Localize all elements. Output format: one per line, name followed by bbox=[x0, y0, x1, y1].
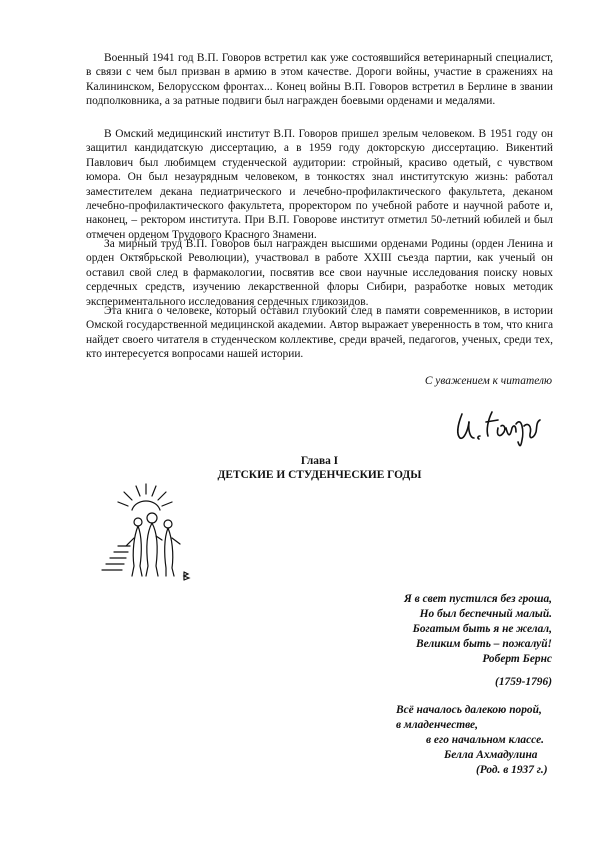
epigraph-author: Роберт Бернс bbox=[482, 653, 552, 665]
epigraph-line: Богатым быть я не желал, bbox=[412, 623, 552, 635]
author-signature bbox=[452, 402, 548, 450]
epigraph-author-dates: (Род. в 1937 г.) bbox=[476, 764, 548, 776]
body-paragraph-4: Эта книга о человеке, который оставил глубокий след в памяти современников, в истории Омской государственной медицинской академии. Автор выражает уверенность в том, что книга найдет своего читателя в студенческом коллективе, среди врачей, педагогов, ученых, среди тех, кто интересуется вопросами нашей истории. bbox=[86, 305, 553, 361]
epigraph-author: Белла Ахмадулина bbox=[444, 749, 538, 761]
epigraph-akhmadulina bbox=[396, 703, 556, 778]
chapter-title: ДЕТСКИЕ И СТУДЕНЧЕСКИЕ ГОДЫ bbox=[217, 469, 422, 481]
epigraph-line: Но был беспечный малый. bbox=[419, 608, 552, 620]
epigraph-line: Великим быть – пожалуй! bbox=[415, 638, 552, 650]
epigraph-line: Я в свет пустился без гроша, bbox=[403, 593, 552, 605]
body-paragraph-3: За мирный труд В.П. Говоров был награжден высшими орденами Родины (орден Ленина и орден Октябрьской Революции), участвовал в работе XXIII съезда партии, как ученый он оставил свой след в фармакологии, посвятив все свои научные исследования поиску новых сердечных средств, изучению лекарственной флоры Сибири, разработке новых методик экспериментального исследования сердечных гликозидов. bbox=[86, 238, 553, 308]
epigraph-author-dates: (1759-1796) bbox=[495, 676, 552, 688]
body-paragraph-1: Военный 1941 год В.П. Говоров встретил как уже состоявшийся ветеринарный специалист, в связи с чем был призван в армию в этом качестве. Дороги войны, участие в сражениях на Калининском, Белорусском фронтах... Конец войны В.П. Говоров встретил в Берлине в звании подполковника, а за ратные подвиги был награжден боевыми орденами и медалями. bbox=[86, 52, 553, 108]
body-paragraph-2: В Омский медицинский институт В.П. Говоров пришел зрелым человеком. В 1951 году он защитил кандидатскую диссертацию, а в 1959 году докторскую диссертацию. Викентий Павлович был любимцем студенческой аудитории: стройный, красиво одетый, с чувством юмора. Он был незаурядным человеком, в тонкостях знал институтскую жизнь: работал заместителем декана педиатрического и лечебно-профилактического факультета, деканом лечебно-профилактического факультета, проректором по учебной работе и научной работе и, наконец, – ректором института. При В.П. Говорове институт отметил 50-летний юбилей и был отмечен орденом Трудового Красного Знамени. bbox=[86, 128, 553, 241]
children-sketch-illustration bbox=[96, 482, 204, 582]
epigraph-burns bbox=[300, 592, 552, 667]
epigraph-line: в младенчестве, bbox=[396, 719, 478, 731]
closing-greeting: С уважением к читателю bbox=[424, 375, 552, 387]
epigraph-line: в его начальном классе. bbox=[426, 734, 544, 746]
epigraph-line: Всё началось далекою порой, bbox=[396, 704, 542, 716]
chapter-number: Глава I bbox=[300, 455, 339, 467]
